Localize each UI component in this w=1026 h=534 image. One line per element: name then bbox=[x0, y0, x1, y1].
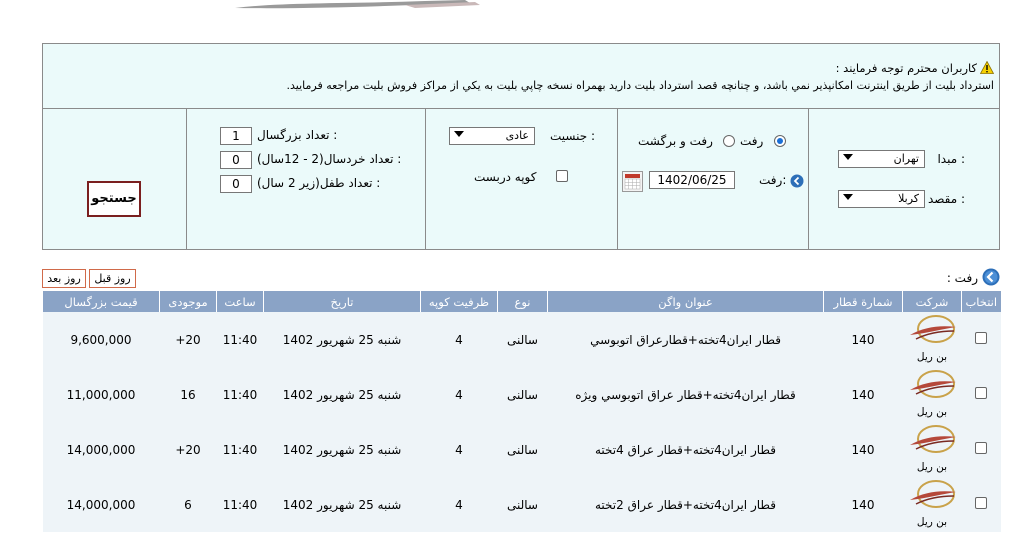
row-select-checkbox[interactable] bbox=[975, 442, 987, 454]
capacity-cell: 4 bbox=[421, 312, 498, 367]
chevron-down-icon bbox=[843, 154, 853, 160]
col-header-type[interactable]: نوع bbox=[498, 291, 548, 312]
destination-select[interactable] bbox=[838, 190, 925, 208]
price-cell: 14,000,000 bbox=[43, 422, 160, 477]
col-header-date[interactable]: تاريخ bbox=[264, 291, 421, 312]
col-header-company[interactable]: شركت bbox=[903, 291, 962, 312]
table-row[interactable] bbox=[43, 312, 1001, 367]
time-cell: 11:40 bbox=[217, 477, 264, 532]
notice-title: كاربران محترم توجه فرمایند : bbox=[835, 61, 977, 75]
chevron-down-icon bbox=[454, 131, 464, 137]
col-header-wagon[interactable]: عنوان واگن bbox=[548, 291, 824, 312]
infant-count-input[interactable]: 0 bbox=[220, 175, 252, 193]
notice-text: استرداد بليت از طريق اينترنت امكانپذير نمي باشد، و چنانچه قصد استرداد بليت داريد بهمراه نسخه چاپي بليت به يكي از مراكز فروش بليت مراجعه فرمایید. bbox=[286, 79, 994, 92]
capacity-cell: 4 bbox=[421, 477, 498, 532]
origin-select[interactable] bbox=[838, 150, 925, 168]
company-name: بن ريل bbox=[916, 461, 948, 473]
coupe-checkbox[interactable] bbox=[556, 170, 568, 182]
time-cell: 11:40 bbox=[217, 367, 264, 422]
destination-value: کربلا bbox=[898, 192, 919, 205]
date-cell: شنبه 25 شهريور 1402 bbox=[264, 367, 421, 422]
price-cell: 11,000,000 bbox=[43, 367, 160, 422]
depart-label: رفت: bbox=[759, 173, 787, 187]
arrow-circle-icon bbox=[982, 268, 1000, 286]
prev-day-button[interactable]: روز قبل bbox=[89, 269, 136, 288]
col-header-time[interactable]: ساعت bbox=[217, 291, 264, 312]
wagon-title-cell: قطار ايران4تخته+قطار عراق اتوبوسي ويژه bbox=[548, 367, 824, 422]
arrow-circle-icon bbox=[790, 174, 804, 188]
row-select-cell bbox=[962, 367, 1001, 422]
company-cell bbox=[903, 367, 962, 422]
company-logo bbox=[906, 313, 958, 363]
wagon-type-cell: سالنی bbox=[498, 422, 548, 477]
row-select-checkbox[interactable] bbox=[975, 497, 987, 509]
calendar-icon[interactable] bbox=[622, 171, 643, 192]
search-button[interactable]: جستجو bbox=[87, 181, 141, 217]
oneway-radio[interactable] bbox=[774, 135, 786, 147]
notice-panel bbox=[42, 43, 1000, 109]
col-header-stock[interactable]: موجودی bbox=[160, 291, 217, 312]
wagon-type-cell: سالنی bbox=[498, 312, 548, 367]
table-row[interactable] bbox=[43, 422, 1001, 477]
col-header-select[interactable]: انتخاب bbox=[962, 291, 1001, 312]
adult-count-input[interactable]: 1 bbox=[220, 127, 252, 145]
table-row[interactable] bbox=[43, 367, 1001, 422]
coupe-label: كوپه دربست bbox=[474, 170, 537, 184]
col-header-train-no[interactable]: شمارة قطار bbox=[824, 291, 903, 312]
route-cell bbox=[808, 109, 999, 249]
wagon-title-cell: قطار ايران4تخته+قطار عراق 4تخته bbox=[548, 422, 824, 477]
trip-cell bbox=[617, 109, 808, 249]
search-form bbox=[42, 109, 1000, 250]
stock-cell: 16 bbox=[160, 367, 217, 422]
train-number-cell: 140 bbox=[824, 477, 903, 532]
company-cell bbox=[903, 422, 962, 477]
results-header-row bbox=[43, 291, 1001, 312]
date-cell: شنبه 25 شهريور 1402 bbox=[264, 477, 421, 532]
row-select-cell bbox=[962, 477, 1001, 532]
company-logo bbox=[906, 368, 958, 418]
company-name: بن ريل bbox=[916, 351, 948, 363]
child-label: تعداد خردسال(2 - 12سال) : bbox=[257, 152, 402, 166]
row-select-cell bbox=[962, 312, 1001, 367]
company-logo bbox=[906, 478, 958, 528]
row-select-cell bbox=[962, 422, 1001, 477]
origin-value: تهران bbox=[893, 152, 919, 165]
date-cell: شنبه 25 شهريور 1402 bbox=[264, 312, 421, 367]
search-cell bbox=[43, 109, 186, 249]
company-logo bbox=[906, 423, 958, 473]
price-cell: 9,600,000 bbox=[43, 312, 160, 367]
roundtrip-radio[interactable] bbox=[723, 135, 735, 147]
date-cell: شنبه 25 شهريور 1402 bbox=[264, 422, 421, 477]
wagon-title-cell: قطار ايران4تخته+قطار عراق 2تخته bbox=[548, 477, 824, 532]
capacity-cell: 4 bbox=[421, 367, 498, 422]
railway-logo-icon bbox=[906, 478, 958, 516]
col-header-capacity[interactable]: ظرفیت کوپه bbox=[421, 291, 498, 312]
wagon-type-cell: سالنی bbox=[498, 477, 548, 532]
company-cell bbox=[903, 477, 962, 532]
railway-logo-icon bbox=[906, 368, 958, 406]
time-cell: 11:40 bbox=[217, 312, 264, 367]
gender-select[interactable] bbox=[449, 127, 535, 145]
passengers-cell bbox=[186, 109, 425, 249]
adult-label: تعداد بزرگسال : bbox=[257, 128, 338, 142]
chevron-down-icon bbox=[843, 194, 853, 200]
row-select-checkbox[interactable] bbox=[975, 387, 987, 399]
results-section-label: رفت : bbox=[946, 271, 978, 285]
table-row[interactable] bbox=[43, 477, 1001, 532]
col-header-price[interactable]: قيمت بزرگسال bbox=[43, 291, 160, 312]
infant-label: تعداد طفل(زير 2 سال) : bbox=[257, 176, 381, 190]
header-logo-fragment bbox=[225, 0, 485, 10]
origin-label: مبدا : bbox=[937, 152, 965, 166]
roundtrip-label: رفت و برگشت bbox=[638, 134, 713, 148]
wagon-type-cell: سالنی bbox=[498, 367, 548, 422]
train-number-cell: 140 bbox=[824, 422, 903, 477]
wagon-title-cell: قطار ايران4تخته+قطارعراق اتوبوسي bbox=[548, 312, 824, 367]
train-number-cell: 140 bbox=[824, 312, 903, 367]
stock-cell: +20 bbox=[160, 312, 217, 367]
results-table bbox=[42, 291, 1001, 532]
gender-value: عادی bbox=[505, 129, 529, 142]
company-cell bbox=[903, 312, 962, 367]
warning-icon bbox=[980, 61, 994, 74]
row-select-checkbox[interactable] bbox=[975, 332, 987, 344]
railway-logo-icon bbox=[906, 423, 958, 461]
results-section-title bbox=[947, 268, 1000, 286]
stock-cell: +20 bbox=[160, 422, 217, 477]
gender-label: جنسيت : bbox=[549, 129, 595, 143]
price-cell: 14,000,000 bbox=[43, 477, 160, 532]
train-number-cell: 140 bbox=[824, 367, 903, 422]
capacity-cell: 4 bbox=[421, 422, 498, 477]
depart-date-input[interactable]: 1402/06/25 bbox=[649, 171, 735, 189]
oneway-label: رفت bbox=[740, 134, 764, 148]
time-cell: 11:40 bbox=[217, 422, 264, 477]
company-name: بن ريل bbox=[916, 516, 948, 528]
next-day-button[interactable]: روز بعد bbox=[42, 269, 86, 288]
gender-cell bbox=[425, 109, 617, 249]
company-name: بن ريل bbox=[916, 406, 948, 418]
railway-logo-icon bbox=[906, 313, 958, 351]
destination-label: مقصد : bbox=[927, 192, 965, 206]
child-count-input[interactable]: 0 bbox=[220, 151, 252, 169]
stock-cell: 6 bbox=[160, 477, 217, 532]
